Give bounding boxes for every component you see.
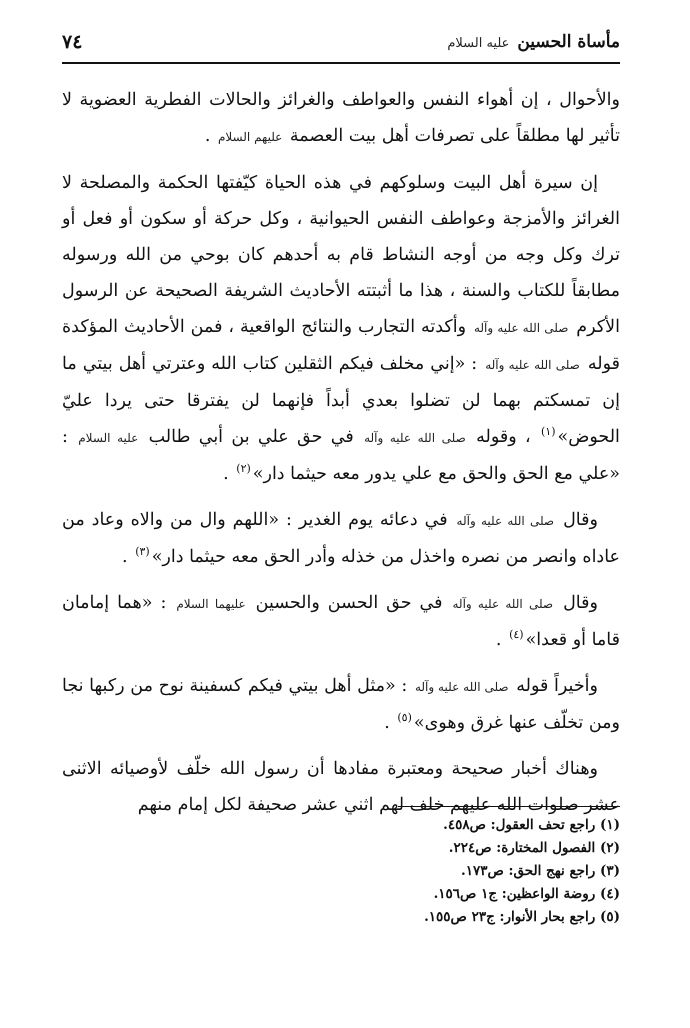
text-run: .	[495, 630, 502, 650]
text-run: .	[384, 713, 390, 733]
text-run: .	[122, 547, 128, 567]
honorific: عليه السلام	[447, 36, 510, 51]
text-run: .	[204, 126, 211, 146]
paragraph-1	[62, 82, 620, 155]
paragraph-2	[62, 165, 620, 492]
honorific: صلى الله عليه وآله	[452, 597, 554, 611]
footnote-2: (٢) الفصول المختارة: ص٢٢٤.	[448, 840, 620, 856]
page-number: ٧٤	[62, 31, 83, 53]
text-run: : «هما إمامان قاما أو قعدا»	[62, 593, 620, 650]
text-run: وأخيراً قوله	[516, 676, 598, 696]
text-run: وهناك أخبار صحيحة ومعتبرة مفادها أن رسول الله خلّف لأوصيائه الاثنى عشر صلوات الله عليهم خلف لهم اثني عشر صحيفة لكل إمام منهم	[62, 759, 620, 815]
paragraph-6	[62, 751, 620, 823]
honorific: عليهم السلام	[217, 130, 283, 144]
footnote-4: (٤) روضة الواعظين: ج١ ص١٥٦.	[433, 886, 620, 902]
honorific: صلى الله عليه وآله	[485, 358, 580, 372]
footnote-ref[interactable]: (١)	[541, 425, 556, 439]
text-run: في حق الحسن والحسين	[255, 593, 443, 613]
header-divider	[62, 62, 620, 64]
honorific: عليهما السلام	[176, 597, 246, 611]
text-run: : «مثل أهل بيتي فيكم كسفينة نوح من ركبها نجا ومن تخلّف عنها غرق وهوى»	[62, 676, 620, 733]
text-run: وقال	[563, 593, 598, 613]
text-run: والأحوال ، إن أهواء النفس والعواطف والغرائز والحالات الفطرية العضوية لا تأثير لها مطلقاً على تصرفات أهل بيت العصمة	[62, 90, 620, 146]
text-run: .	[223, 464, 229, 484]
footnote-divider	[398, 806, 620, 807]
paragraph-4	[62, 585, 620, 658]
text-run: ، وقوله	[476, 427, 531, 447]
footnote-5: (٥) راجع بحار الأنوار: ج٢٣ ص١٥٥.	[424, 909, 620, 925]
text-run: إن سيرة أهل البيت وسلوكهم في هذه الحياة كيّفتها الحكمة والمصلحة لا الغرائز والأمزجة وعواطف النفس الحيوانية ، وكل حركة أو سكون أو فعل أو ترك وكل وجه من أوجه النشاط قام به أحدهم كان بوحي من الله ورسوله مطابقاً للكتاب والسنة ، هذا ما أثبتته الأحاديث الشريفة الصحيحة عن الرسول الأكرم	[62, 173, 620, 337]
text-run: وقال	[563, 510, 598, 530]
paragraph-5	[62, 668, 620, 741]
footnote-ref[interactable]: (٢)	[236, 462, 251, 476]
running-header	[62, 24, 620, 60]
footnote-1: (١) راجع تحف العقول: ص٤٥٨.	[443, 817, 620, 833]
honorific: صلى الله عليه وآله	[414, 680, 509, 694]
footnote-ref[interactable]: (٣)	[135, 545, 150, 559]
text-run: في دعائه يوم الغدير : «اللهم وال من والاه وعاد من عاداه وانصر من نصره واخذل من خذله وأدر الحق معه حيثما دار»	[62, 510, 620, 567]
footnote-ref[interactable]: (٥)	[397, 711, 412, 725]
book-title-text: مأساة الحسين	[517, 32, 620, 52]
text-run: في حق علي بن أبي طالب	[148, 427, 354, 447]
main-text	[62, 82, 620, 833]
text-run: : «علي مع الحق والحق مع علي يدور معه حيثما دار»	[62, 427, 620, 484]
honorific: صلى الله عليه وآله	[473, 321, 569, 335]
footnote-ref[interactable]: (٤)	[509, 628, 524, 642]
honorific: عليه السلام	[78, 431, 139, 445]
honorific: صلى الله عليه وآله	[364, 431, 466, 445]
paragraph-3	[62, 502, 620, 575]
book-title	[445, 32, 620, 52]
text-run: : «إني مخلف فيكم الثقلين كتاب الله وعترتي أهل بيتي ما إن تمسكتم بهما لن تضلوا بعدي أبداً فإنهما لن يفترقا حتى يردا عليّ الحوض»	[62, 354, 620, 447]
honorific: صلى الله عليه وآله	[456, 514, 555, 528]
text-run: وأكدته التجارب والنتائج الواقعية ، فمن الأحاديث المؤكدة قوله	[62, 317, 620, 374]
footnote-3: (٣) راجع نهج الحق: ص١٧٣.	[461, 863, 620, 879]
footnotes	[62, 814, 620, 929]
